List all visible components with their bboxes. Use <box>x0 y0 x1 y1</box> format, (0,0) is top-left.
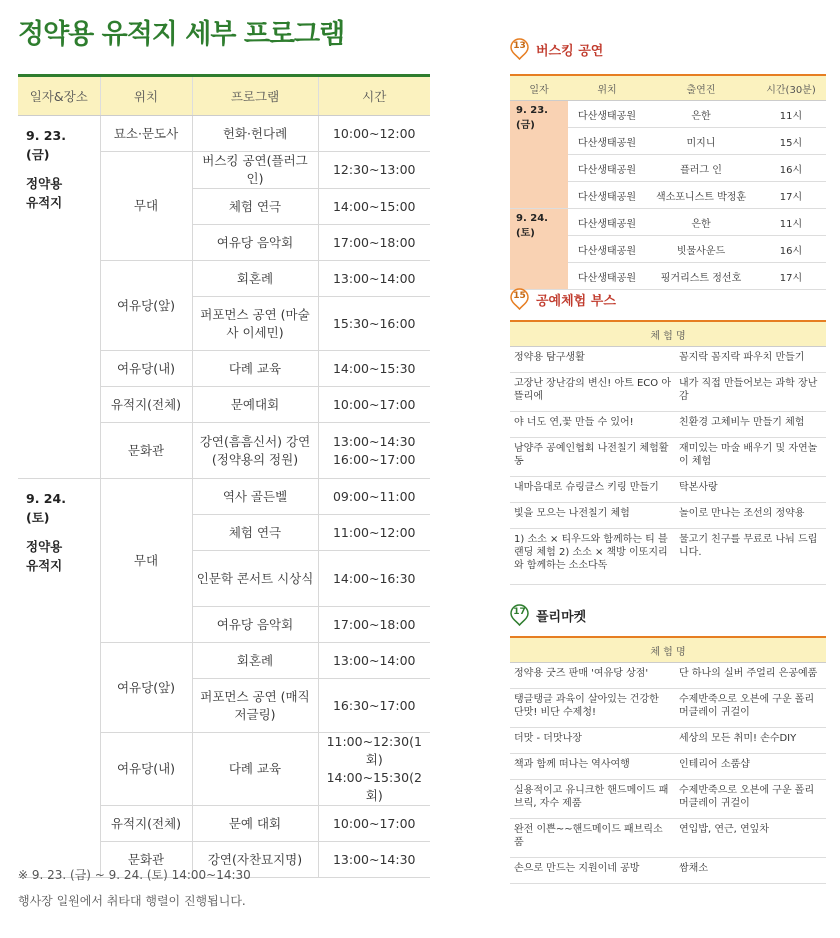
table-row <box>510 373 826 412</box>
program-cell: 다례 교육 <box>192 351 318 387</box>
location-cell: 여유당(내) <box>100 351 192 387</box>
date-cell <box>18 479 100 878</box>
date-cell: 9. 23. (금) <box>510 101 568 209</box>
location-cell: 무대 <box>100 152 192 261</box>
experience-cell: 친환경 고체비누 만들기 체험 <box>675 412 826 438</box>
program-cell: 헌화·헌다례 <box>192 116 318 152</box>
time-cell: 16시 <box>756 155 826 182</box>
time-cell: 11시 <box>756 101 826 128</box>
experience-cell: 연입밥, 연근, 연잎차 <box>675 819 826 858</box>
header-program: 프로그램 <box>192 76 318 116</box>
experience-cell: 정약용 굿즈 판매 '여유당 상점' <box>510 663 675 689</box>
performer-cell: 은한 <box>646 209 756 236</box>
experience-cell: 쌈채소 <box>675 858 826 884</box>
location-cell: 문화관 <box>100 423 192 479</box>
table-row <box>510 503 826 529</box>
experience-cell: 야 너도 연,꽃 만들 수 있어! <box>510 412 675 438</box>
program-cell: 여유당 음악회 <box>192 225 318 261</box>
place-label: 유적지 <box>26 195 63 210</box>
table-header-row <box>510 75 826 101</box>
location-cell: 여유당(내) <box>100 733 192 806</box>
busking-section-header <box>510 38 603 60</box>
table-row <box>510 347 826 373</box>
date-cell: 9. 24. (토) <box>510 209 568 290</box>
performer-cell: 색소포니스트 박정훈 <box>646 182 756 209</box>
location-cell: 다산생태공원 <box>568 236 646 263</box>
program-cell: 체험 연극 <box>192 515 318 551</box>
time-cell: 13:00~14:00 <box>318 643 430 679</box>
experience-cell: 완전 이쁜~~핸드메이드 패브릭소품 <box>510 819 675 858</box>
location-cell: 유적지(전체) <box>100 387 192 423</box>
header-location: 위치 <box>100 76 192 116</box>
table-row <box>510 477 826 503</box>
time-cell: 15:30~16:00 <box>318 297 430 351</box>
table-header-row <box>510 321 826 347</box>
table-row <box>510 819 826 858</box>
time-cell: 14:00~15:30 <box>318 351 430 387</box>
location-cell: 다산생태공원 <box>568 101 646 128</box>
experience-cell: 수제반죽으로 오븐에 구운 폴리머클레이 귀걸이 <box>675 689 826 728</box>
experience-cell: 탁본사랑 <box>675 477 826 503</box>
table-row <box>18 116 430 152</box>
experience-cell: 고장난 장난감의 변신! 아트 ECO 아뜰리에 <box>510 373 675 412</box>
program-cell: 버스킹 공연(플러그 인) <box>192 152 318 189</box>
location-cell: 무대 <box>100 479 192 643</box>
experience-cell: 단 하나의 실버 주얼리 은공예품 <box>675 663 826 689</box>
table-row <box>510 728 826 754</box>
performer-cell: 은한 <box>646 101 756 128</box>
program-cell: 문예 대회 <box>192 806 318 842</box>
table-row <box>510 438 826 477</box>
table-row <box>510 529 826 585</box>
performer-cell: 핑거리스트 정선호 <box>646 263 756 290</box>
experience-cell: 물고기 친구를 무료로 나눠 드립니다. <box>675 529 826 585</box>
place-label: 정약용 <box>26 176 63 191</box>
time-cell: 17시 <box>756 182 826 209</box>
table-row <box>510 689 826 728</box>
page-title: 정약용 유적지 세부 프로그램 <box>18 19 345 50</box>
footnote-line: 행사장 일원에서 취타대 행렬이 진행됩니다. <box>18 894 246 908</box>
time-cell: 11시 <box>756 209 826 236</box>
table-row <box>510 780 826 819</box>
section-number: 15 <box>513 291 526 301</box>
location-cell: 문화관 <box>100 842 192 878</box>
table-row <box>510 663 826 689</box>
experience-cell: 실용적이고 유니크한 핸드메이드 패브릭, 자수 제품 <box>510 780 675 819</box>
craft-section-header <box>510 288 616 310</box>
location-cell: 다산생태공원 <box>568 209 646 236</box>
table-row <box>510 209 826 236</box>
time-cell: 10:00~12:00 <box>318 116 430 152</box>
experience-cell: 수제반죽으로 오븐에 구운 폴리머클레이 귀걸이 <box>675 780 826 819</box>
time-cell: 10:00~17:00 <box>318 387 430 423</box>
experience-cell: 재미있는 마술 배우기 및 자연놀이 체험 <box>675 438 826 477</box>
busking-table <box>510 74 826 290</box>
location-cell: 다산생태공원 <box>568 155 646 182</box>
program-cell: 인문학 콘서트 시상식 <box>192 551 318 607</box>
experience-cell: 놀이로 만나는 조선의 정약용 <box>675 503 826 529</box>
performer-cell: 빗물사운드 <box>646 236 756 263</box>
experience-cell: 꼼지락 꼼지락 파우치 만들기 <box>675 347 826 373</box>
program-cell: 강연(흠흠신서) 강연(정약용의 정원) <box>192 423 318 479</box>
header-experience: 체 험 명 <box>510 637 826 663</box>
main-schedule-table <box>18 74 430 878</box>
time-cell: 15시 <box>756 128 826 155</box>
location-cell: 묘소·문도사 <box>100 116 192 152</box>
performer-cell: 미지니 <box>646 128 756 155</box>
table-row <box>510 754 826 780</box>
footnote-line: ※ 9. 23. (금) ~ 9. 24. (토) 14:00~14:30 <box>18 868 251 882</box>
time-cell: 10:00~17:00 <box>318 806 430 842</box>
location-cell: 다산생태공원 <box>568 182 646 209</box>
experience-cell: 인테리어 소품샵 <box>675 754 826 780</box>
program-cell: 회혼례 <box>192 261 318 297</box>
performer-cell: 플러그 인 <box>646 155 756 182</box>
location-cell: 다산생태공원 <box>568 263 646 290</box>
place-label: 유적지 <box>26 558 63 573</box>
craft-booth-table <box>510 320 826 585</box>
program-cell: 퍼포먼스 공연 (마술사 이세민) <box>192 297 318 351</box>
place-label: 정약용 <box>26 539 63 554</box>
experience-cell: 정약용 탐구생활 <box>510 347 675 373</box>
experience-cell: 1) 소소 × 티우드와 함께하는 티 블랜딩 체험 2) 소소 × 책방 이또지리와 함께하는 소소다독 <box>510 529 675 585</box>
time-cell: 14:00~16:30 <box>318 551 430 607</box>
location-cell: 다산생태공원 <box>568 128 646 155</box>
table-row <box>510 101 826 128</box>
program-cell: 강연(자찬묘지명) <box>192 842 318 878</box>
location-cell: 유적지(전체) <box>100 806 192 842</box>
header-date: 일자 <box>510 75 568 101</box>
experience-cell: 빛을 모으는 나전칠기 체험 <box>510 503 675 529</box>
time-cell: 17:00~18:00 <box>318 225 430 261</box>
time-cell: 17시 <box>756 263 826 290</box>
map-pin-icon <box>510 288 529 310</box>
experience-cell: 내마음대로 슈링클스 키링 만들기 <box>510 477 675 503</box>
section-title: 플리마켓 <box>536 609 587 625</box>
table-header-row <box>18 76 430 116</box>
flea-market-table <box>510 636 826 884</box>
program-cell: 회혼례 <box>192 643 318 679</box>
section-number: 17 <box>513 607 526 617</box>
program-cell: 문예대회 <box>192 387 318 423</box>
time-cell: 13:00~14:30 <box>318 842 430 878</box>
time-cell: 14:00~15:00 <box>318 189 430 225</box>
experience-cell: 남양주 공예인협회 나전칠기 체험활동 <box>510 438 675 477</box>
experience-cell: 세상의 모든 취미! 손수DIY <box>675 728 826 754</box>
program-cell: 체험 연극 <box>192 189 318 225</box>
program-cell: 다례 교육 <box>192 733 318 806</box>
header-performer: 출연진 <box>646 75 756 101</box>
section-number: 13 <box>513 41 526 51</box>
time-cell: 09:00~11:00 <box>318 479 430 515</box>
date-label: 9. 24. (토) <box>26 491 66 525</box>
experience-cell: 내가 직접 만들어보는 과학 장난감 <box>675 373 826 412</box>
program-cell: 여유당 음악회 <box>192 607 318 643</box>
header-location: 위치 <box>568 75 646 101</box>
experience-cell: 더맛 - 더맛나장 <box>510 728 675 754</box>
header-time: 시간(30분) <box>756 75 826 101</box>
time-cell: 11:00~12:30(1회) 14:00~15:30(2회) <box>318 733 430 806</box>
location-cell: 여유당(앞) <box>100 643 192 733</box>
time-cell: 13:00~14:30 16:00~17:00 <box>318 423 430 479</box>
experience-cell: 탱글탱글 과육이 살아있는 건강한 단맛! 비단 수제청! <box>510 689 675 728</box>
time-cell: 11:00~12:00 <box>318 515 430 551</box>
map-pin-icon <box>510 38 529 60</box>
flea-section-header <box>510 604 586 626</box>
date-cell <box>18 116 100 479</box>
table-row <box>18 479 430 515</box>
time-cell: 17:00~18:00 <box>318 607 430 643</box>
time-cell: 16:30~17:00 <box>318 679 430 733</box>
header-date-place: 일자&장소 <box>18 76 100 116</box>
location-cell: 여유당(앞) <box>100 261 192 351</box>
table-row <box>510 858 826 884</box>
experience-cell: 손으로 만드는 지원이네 공방 <box>510 858 675 884</box>
header-experience: 체 험 명 <box>510 321 826 347</box>
time-cell: 12:30~13:00 <box>318 152 430 189</box>
table-header-row <box>510 637 826 663</box>
header-time: 시간 <box>318 76 430 116</box>
time-cell: 16시 <box>756 236 826 263</box>
map-pin-icon <box>510 604 529 626</box>
program-cell: 역사 골든벨 <box>192 479 318 515</box>
time-cell: 13:00~14:00 <box>318 261 430 297</box>
experience-cell: 책과 함께 떠나는 역사여행 <box>510 754 675 780</box>
date-label: 9. 23. (금) <box>26 128 66 162</box>
section-title: 공예체험 부스 <box>536 293 616 309</box>
program-cell: 퍼포먼스 공연 (매직저글링) <box>192 679 318 733</box>
section-title: 버스킹 공연 <box>536 43 604 59</box>
table-row <box>510 412 826 438</box>
